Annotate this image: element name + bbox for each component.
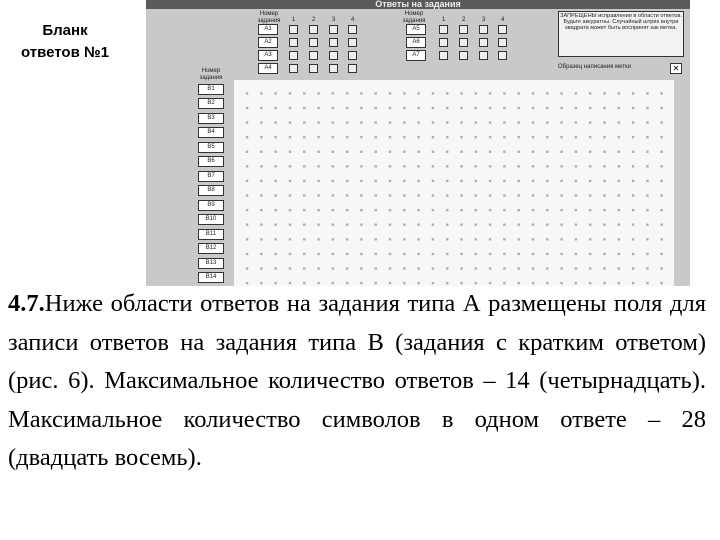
answer-box[interactable] bbox=[329, 64, 338, 73]
form-title-line1: Бланк bbox=[42, 22, 88, 39]
answer-box[interactable] bbox=[309, 64, 318, 73]
col-num-1-right: 1 bbox=[442, 17, 446, 23]
answer-box[interactable] bbox=[289, 51, 298, 60]
col-num-1-left: 1 bbox=[292, 17, 296, 23]
task-label-b7: B7 bbox=[198, 171, 224, 182]
task-label-b14: B14 bbox=[198, 272, 224, 283]
answer-box[interactable] bbox=[289, 38, 298, 47]
answer-box[interactable] bbox=[498, 51, 507, 60]
task-label-b5: B5 bbox=[198, 142, 224, 153]
answer-box[interactable] bbox=[479, 25, 488, 34]
answer-box[interactable] bbox=[289, 64, 298, 73]
task-label-b4: B4 bbox=[198, 127, 224, 138]
task-label-b1: B1 bbox=[198, 84, 224, 95]
answers-header-text: Ответы на задания bbox=[375, 0, 461, 9]
task-label-b10: B10 bbox=[198, 214, 224, 225]
answer-sheet-scan bbox=[146, 0, 690, 286]
answer-box[interactable] bbox=[439, 51, 448, 60]
col-num-2-right: 2 bbox=[462, 17, 466, 23]
task-label-b9: B9 bbox=[198, 200, 224, 211]
answer-box[interactable] bbox=[309, 51, 318, 60]
sample-mark-icon: ✕ bbox=[670, 63, 682, 74]
answer-box[interactable] bbox=[329, 38, 338, 47]
task-label-b2: B2 bbox=[198, 98, 224, 109]
answer-box[interactable] bbox=[348, 51, 357, 60]
answer-box[interactable] bbox=[459, 51, 468, 60]
task-label-a1: A1 bbox=[258, 24, 278, 35]
col-num-3-left: 3 bbox=[332, 17, 336, 23]
answer-box[interactable] bbox=[329, 51, 338, 60]
task-number-caption-b: Номер задания bbox=[199, 68, 223, 81]
task-label-a4: A4 bbox=[258, 63, 278, 74]
answer-box[interactable] bbox=[309, 25, 318, 34]
form-title-label bbox=[0, 20, 130, 64]
paragraph-number: 4.7. bbox=[8, 290, 45, 317]
task-label-b6: B6 bbox=[198, 156, 224, 167]
answers-header-band bbox=[146, 0, 690, 9]
paragraph-text: Ниже области ответов на задания типа А размещены поля для записи ответов на задания типа В (задания с кратким ответом) (рис. 6). Максимальное количество ответов – 14 (четырнадцать). Максимальное количество символов в одном ответе – 28 (двадцать восемь). bbox=[8, 290, 706, 471]
task-label-a3: A3 bbox=[258, 50, 278, 61]
task-label-b12: B12 bbox=[198, 243, 224, 254]
instruction-paragraph bbox=[8, 285, 706, 478]
answer-box[interactable] bbox=[309, 38, 318, 47]
short-answer-grid[interactable] bbox=[234, 80, 674, 286]
answer-box[interactable] bbox=[439, 25, 448, 34]
task-label-b3: B3 bbox=[198, 113, 224, 124]
task-number-caption-right: Номер задания bbox=[402, 11, 426, 24]
col-num-4-left: 4 bbox=[351, 17, 355, 23]
answer-box[interactable] bbox=[289, 25, 298, 34]
answer-box[interactable] bbox=[459, 38, 468, 47]
answer-box[interactable] bbox=[479, 38, 488, 47]
answer-box[interactable] bbox=[459, 25, 468, 34]
answer-box[interactable] bbox=[498, 38, 507, 47]
col-num-3-right: 3 bbox=[482, 17, 486, 23]
answer-box[interactable] bbox=[329, 25, 338, 34]
task-label-a5: A5 bbox=[406, 24, 426, 35]
task-label-b11: B11 bbox=[198, 229, 224, 240]
answer-box[interactable] bbox=[439, 38, 448, 47]
task-number-caption-left: Номер задания bbox=[257, 11, 281, 24]
col-num-4-right: 4 bbox=[501, 17, 505, 23]
corrections-warning: ЗАПРЕЩЕНЫ исправления в области ответов. Будьте аккуратны. Случайный штрих внутри квадрата может быть воспринят как метка. bbox=[558, 11, 684, 57]
answer-box[interactable] bbox=[479, 51, 488, 60]
col-num-2-left: 2 bbox=[312, 17, 316, 23]
answer-box[interactable] bbox=[498, 25, 507, 34]
sample-mark-label: Образец написания метки bbox=[558, 64, 631, 70]
task-label-a6: A6 bbox=[406, 37, 426, 48]
answer-box[interactable] bbox=[348, 64, 357, 73]
task-label-a7: A7 bbox=[406, 50, 426, 61]
task-label-b8: B8 bbox=[198, 185, 224, 196]
answer-box[interactable] bbox=[348, 38, 357, 47]
task-label-b13: B13 bbox=[198, 258, 224, 269]
task-label-a2: A2 bbox=[258, 37, 278, 48]
answer-box[interactable] bbox=[348, 25, 357, 34]
form-title-line2: ответов №1 bbox=[20, 44, 110, 61]
